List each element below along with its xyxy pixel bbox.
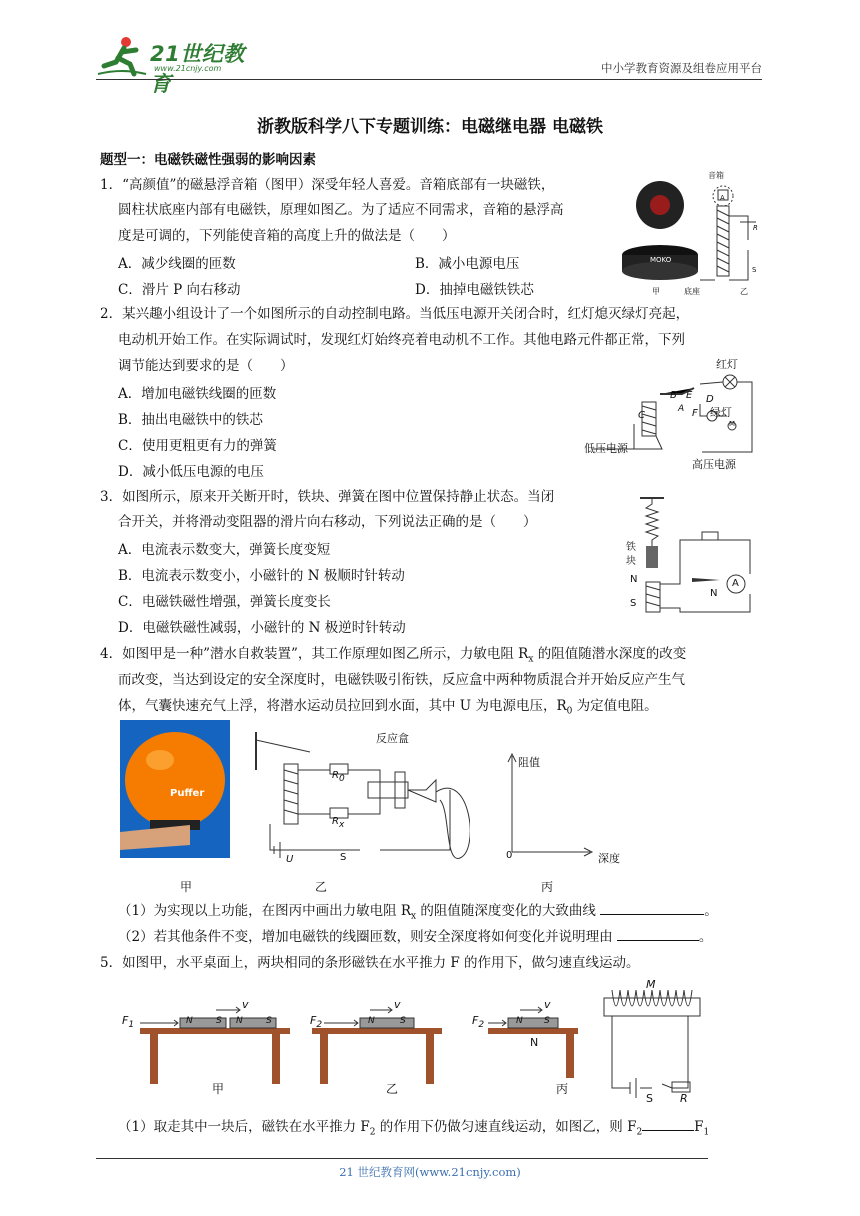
platform-label: 中小学教育资源及组卷应用平台 xyxy=(601,61,762,75)
q4-line3: 体，气囊快速充气上浮，将潜水运动员拉回到水面，其中 U 为电源电压，$R_0$ 为定值电阻。 xyxy=(118,698,658,717)
logo-url: www.21cnjy.com xyxy=(154,64,222,73)
q3-label-iron1: 铁 xyxy=(626,542,636,553)
q5-label-v-jia: v xyxy=(242,998,249,1011)
footer-text: 21 世纪教育网(www.21cnjy.com) xyxy=(339,1165,521,1179)
self-rescue-circuit xyxy=(250,730,470,870)
q2-option-a: A．增加电磁铁线圈的匝数 xyxy=(118,386,277,402)
q4-sub1: （1）为实现以上功能，在图丙中画出力敏电阻 $R_x$ 的阻值随深度变化的大致曲线 。 xyxy=(118,900,718,927)
q5-label-f2-bing: $F_2$ xyxy=(472,1014,485,1031)
q2-label-c: C xyxy=(638,410,645,421)
header-divider xyxy=(96,79,762,80)
q5-label-s2: S xyxy=(266,1016,272,1026)
q3-label-ammeter: A xyxy=(732,578,739,589)
q2-label-red: 红灯 xyxy=(716,358,738,371)
q1-option-b: B．减小电源电压 xyxy=(415,256,520,272)
q4-label-rx: $R_x$ xyxy=(332,816,345,830)
q4-label-box: 反应盒 xyxy=(376,732,409,745)
q1-label-brand: MOKO xyxy=(650,256,672,264)
q5-line1: 5．如图甲，水平桌面上，两块相同的条形磁铁在水平推力 F 的作用下，做匀速直线运动。 xyxy=(100,955,640,971)
q5-circuit-bing xyxy=(600,978,710,1108)
q3-option-c: C．电磁铁磁性增强，弹簧长度变长 xyxy=(118,594,331,610)
q1-line3: 度是可调的，下列能使音箱的高度上升的做法是（ ） xyxy=(118,228,456,244)
q1-option-a: A．减少线圈的匝数 xyxy=(118,256,236,272)
q4-label-zero: 0 xyxy=(506,850,513,861)
maglev-speaker-diagram xyxy=(620,170,770,300)
q2-line3: 调节能达到要求的是（ ） xyxy=(118,358,294,374)
q4-caption-yi: 乙 xyxy=(315,880,328,894)
q4-circuit-yi xyxy=(250,730,470,870)
q1-option-c: C．滑片 P 向右移动 xyxy=(118,282,241,298)
q1-label-base: 底座 xyxy=(684,287,700,296)
q5-sub1-blank[interactable] xyxy=(642,1116,694,1131)
q1-label-r: R xyxy=(753,224,758,232)
q5-label-r: R xyxy=(680,1092,688,1105)
q3-line1: 3．如图所示，原来开关断开时，铁块、弹簧在图中位置保持静止状态。当闭 xyxy=(100,489,555,505)
q4-caption-jia: 甲 xyxy=(180,880,193,894)
section-heading: 题型一：电磁铁磁性强弱的影响因素 xyxy=(100,152,316,168)
q5-label-s4: S xyxy=(544,1016,550,1026)
q5-sub1: （1）取走其中一块后，磁铁在水平推力 $F_2$ 的作用下仍做匀速直线运动，如图乙，则 $F_2$ $F_1$ xyxy=(118,1116,709,1143)
q5-figures xyxy=(120,990,600,1090)
q5-label-f1: $F_1$ xyxy=(122,1014,135,1031)
q3-line2: 合开关，并将滑动变阻器的滑片向右移动，下列说法正确的是（ ） xyxy=(118,514,537,530)
q1-label-box: 音箱 xyxy=(708,171,724,180)
footer-divider xyxy=(96,1158,708,1159)
electromagnet-circuit xyxy=(600,978,710,1108)
logo-text: 21世纪教育 xyxy=(150,42,245,96)
page-title: 浙教版科学八下专题训练：电磁继电器 电磁铁 xyxy=(257,117,603,137)
q3-option-a: A．电流表示数变大，弹簧长度变短 xyxy=(118,542,331,558)
q2-label-a: A xyxy=(678,404,685,414)
q5-label-n2: N xyxy=(236,1016,243,1026)
q5-caption-yi: 乙 xyxy=(386,1082,399,1096)
q5-label-n1: N xyxy=(186,1016,193,1026)
q3-label-iron2: 块 xyxy=(626,556,636,567)
q5-caption-jia: 甲 xyxy=(212,1082,225,1096)
q2-line1: 2．某兴趣小组设计了一个如图所示的自动控制电路。当低压电源开关闭合时，红灯熄灭绿灯亮起， xyxy=(100,306,690,322)
q4-label-depth: 深度 xyxy=(598,852,620,865)
q5-caption-bing: 丙 xyxy=(556,1082,569,1096)
q3-option-b: B．电流表示数变小，小磁针的 N 极顺时针转动 xyxy=(118,568,405,584)
q2-option-b: B．抽出电磁铁中的铁芯 xyxy=(118,412,263,428)
q5-label-f2-yi: $F_2$ xyxy=(310,1014,323,1031)
q2-label-e: E xyxy=(686,390,693,401)
q4-line1: 4．如图甲是一种”潜水自救装置”，其工作原理如图乙所示，力敏电阻 $R_x$ 的阻值随潜水深度的改变 xyxy=(100,646,687,665)
q2-label-d: D xyxy=(706,394,714,405)
q2-label-m: M xyxy=(729,420,736,428)
runner-logo-icon xyxy=(96,34,148,80)
q4-label-u: U xyxy=(286,854,294,865)
q4-sub2: （2）若其他条件不变，增加电磁铁的线圈匝数，则安全深度将如何变化并说明理由 。 xyxy=(118,926,712,947)
q2-label-low: 低压电源 xyxy=(584,442,628,455)
q4-photo-jia xyxy=(120,720,230,858)
q4-sub1-blank[interactable] xyxy=(600,900,704,915)
q3-option-d: D．电磁铁磁性减弱，小磁针的 N 极逆时针转动 xyxy=(118,620,406,636)
q4-label-puffer: Puffer xyxy=(170,788,205,799)
q5-label-s1: S xyxy=(216,1016,222,1026)
q5-label-v-bing: v xyxy=(544,998,551,1011)
q2-line2: 电动机开始工作。在实际调试时，发现红灯始终亮着电动机不工作。其他电路元件都正常，下列 xyxy=(118,332,685,348)
q5-label-v-yi: v xyxy=(394,998,401,1011)
q4-label-s: S xyxy=(340,852,347,863)
q1-line1: 1．“高颜值”的磁悬浮音箱（图甲）深受年轻人喜爱。音箱底部有一块磁铁， xyxy=(100,177,555,193)
q1-figure xyxy=(620,170,770,300)
q2-label-green: 绿灯 xyxy=(710,406,732,419)
magnets-on-tables xyxy=(120,990,600,1090)
q4-label-r0: $R_0$ xyxy=(332,770,345,784)
logo xyxy=(96,34,266,96)
q3-label-s: S xyxy=(630,598,637,609)
q3-label-n: N xyxy=(630,574,638,585)
q1-option-d: D．抽掉电磁铁铁芯 xyxy=(415,282,534,298)
q1-label-yi: 乙 xyxy=(740,287,748,296)
q4-caption-bing: 丙 xyxy=(541,880,554,894)
q4-line2: 而改变，当达到设定的安全深度时，电磁铁吸引衔铁，反应盒中两种物质混合并开始反应产生气 xyxy=(118,672,685,688)
q1-line2: 圆柱状底座内部有电磁铁，原理如图乙。为了适应不同需求，音箱的悬浮高 xyxy=(118,202,564,218)
q3-label-n2: N xyxy=(710,588,718,599)
spring-electromagnet-circuit xyxy=(622,494,770,616)
q5-label-n-below: N xyxy=(530,1036,539,1049)
q2-label-b: B xyxy=(670,390,677,401)
q2-figure xyxy=(582,354,772,472)
q2-label-high: 高压电源 xyxy=(692,458,736,471)
q5-label-switch: S xyxy=(646,1092,653,1105)
q2-option-c: C．使用更粗更有力的弹簧 xyxy=(118,438,277,454)
q4-label-resist: 阻值 xyxy=(518,756,540,769)
q4-graph-bing xyxy=(500,752,640,870)
q1-label-s: S xyxy=(752,266,757,274)
q2-option-d: D．减小低压电源的电压 xyxy=(118,464,264,480)
q1-label-jia: 甲 xyxy=(652,287,660,296)
q3-figure xyxy=(622,494,770,616)
q4-sub2-blank[interactable] xyxy=(617,926,699,941)
q5-label-n4: N xyxy=(516,1016,523,1026)
q1-label-a: A xyxy=(720,194,725,202)
q5-label-s3: S xyxy=(400,1016,406,1026)
q5-label-m: M xyxy=(646,978,656,991)
q5-label-n3: N xyxy=(368,1016,375,1026)
q2-label-f: F xyxy=(692,408,698,419)
